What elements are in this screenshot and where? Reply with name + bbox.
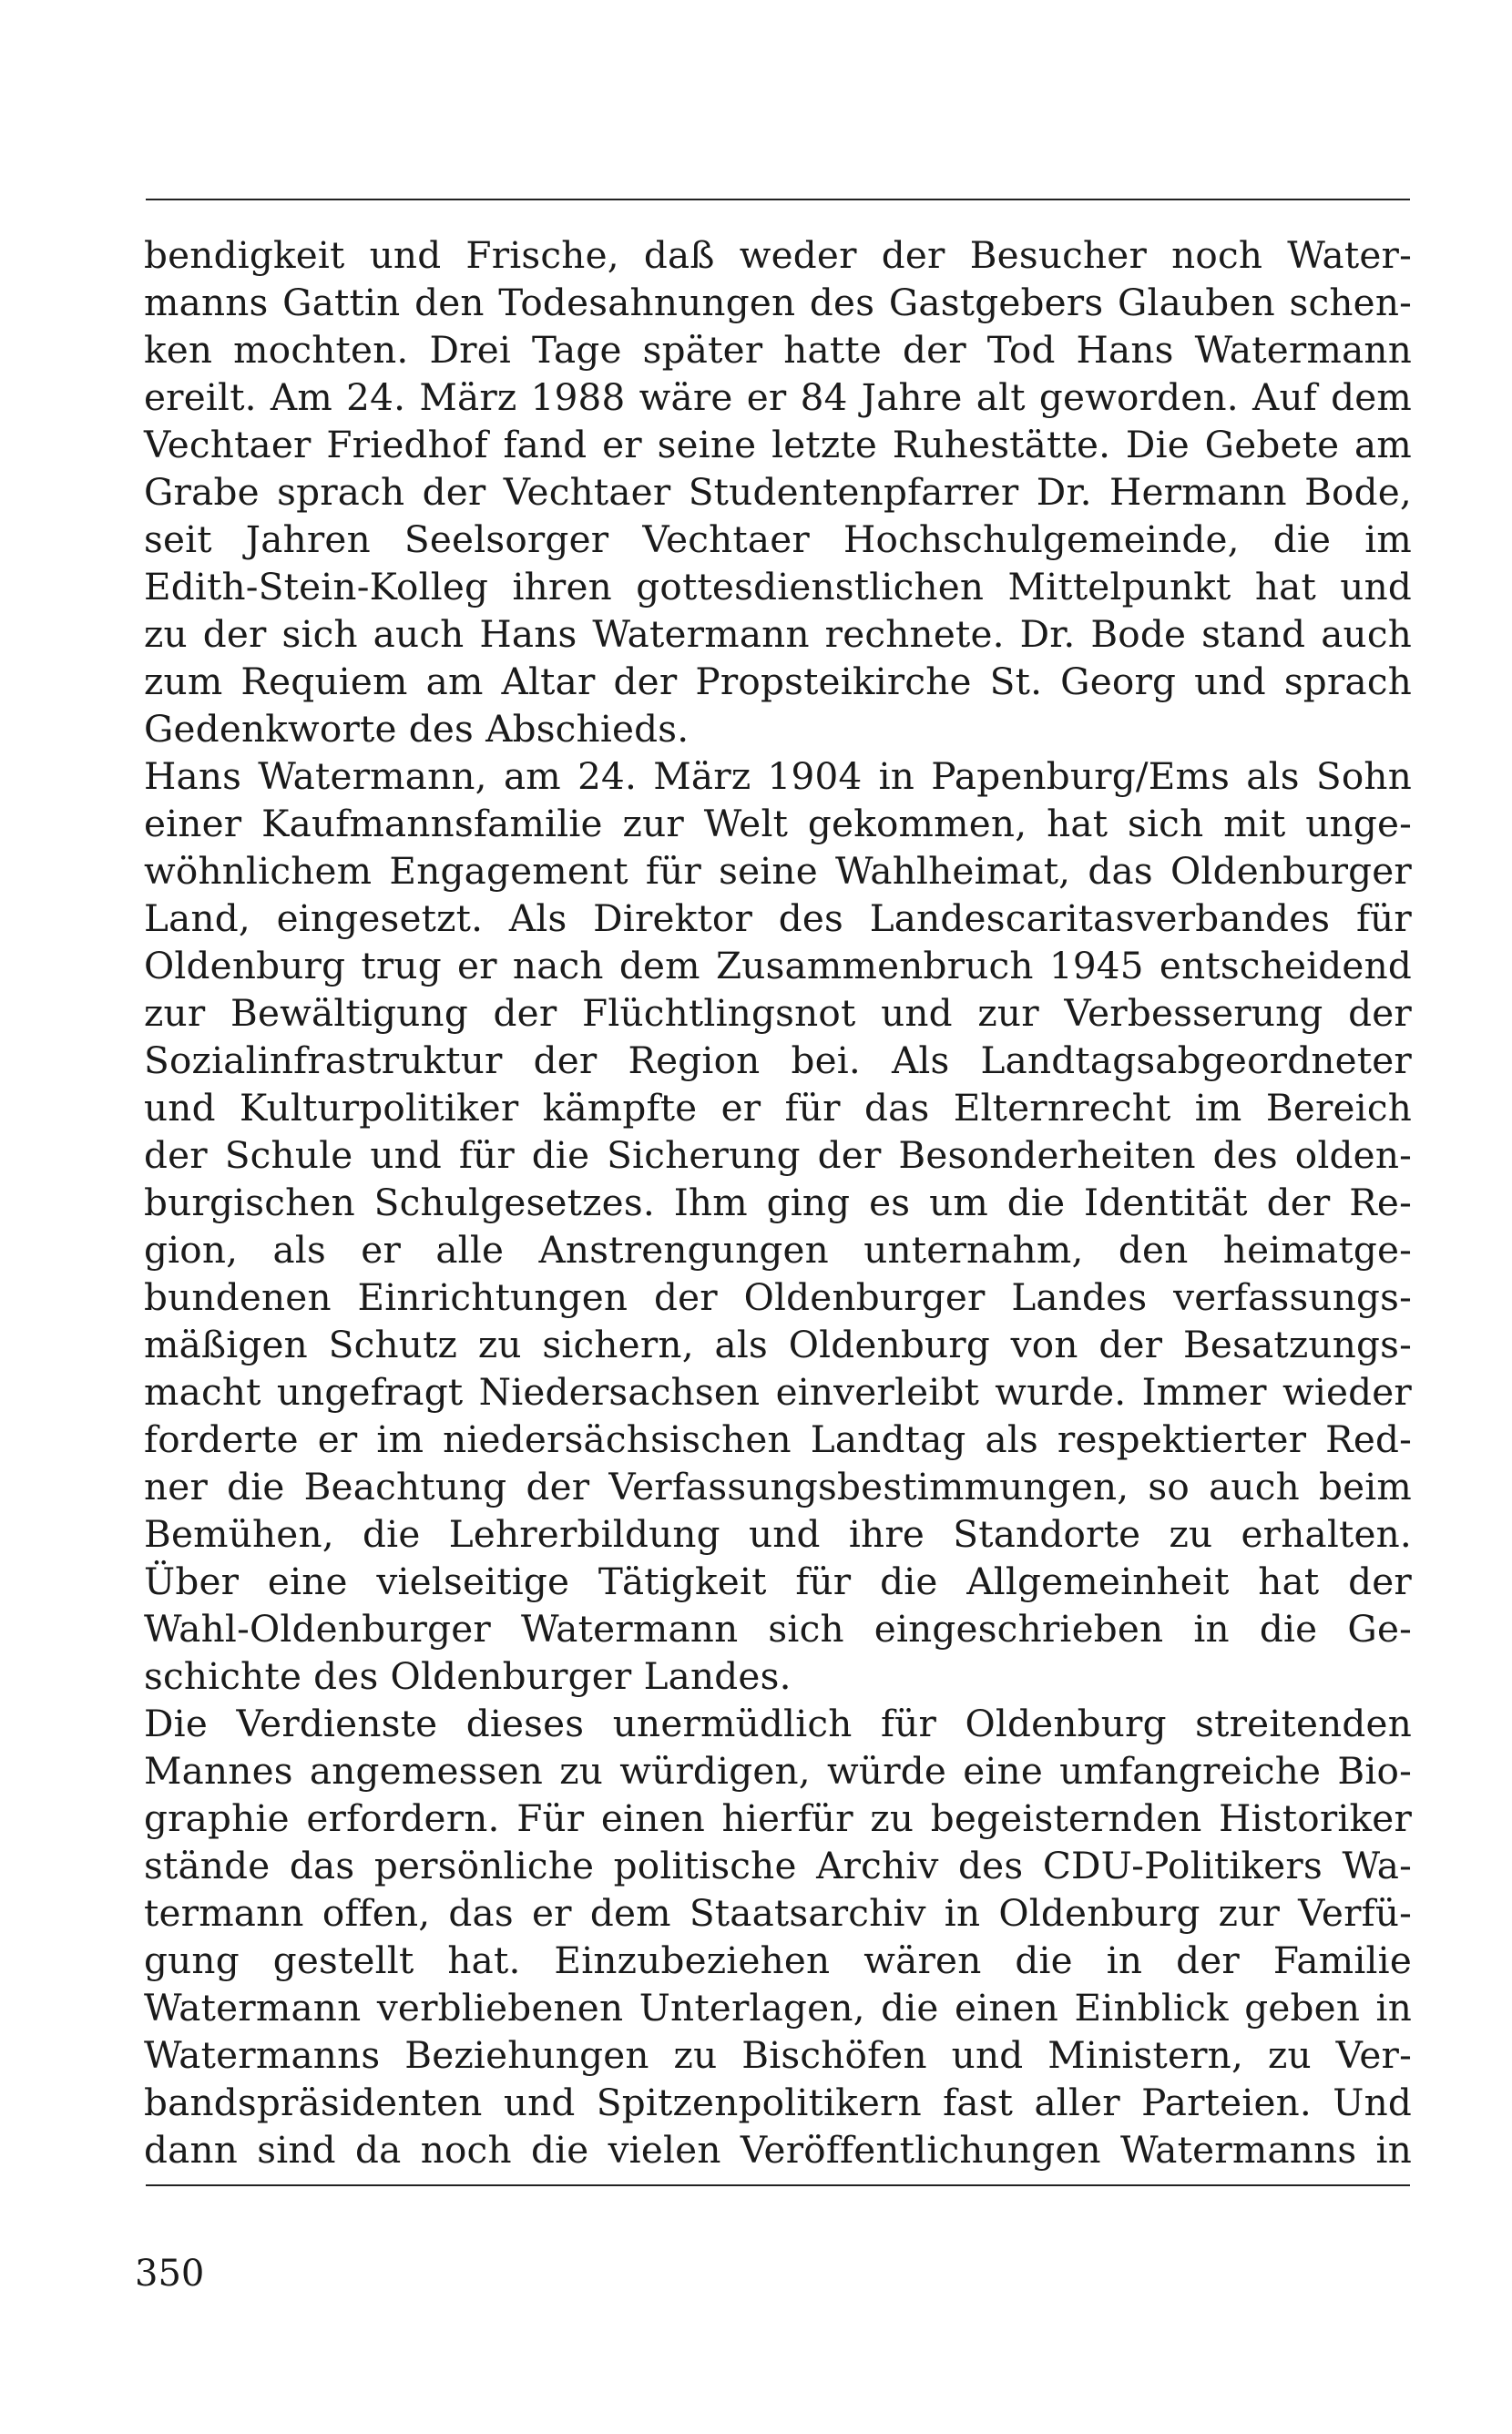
text-line: Hans Watermann, am 24. März 1904 in Papenburg/Ems als Sohn — [144, 754, 1412, 798]
text-line: forderte er im niedersächsischen Landtag als respektierter Red- — [144, 1417, 1412, 1461]
text-line: Die Verdienste dieses unermüdlich für Oldenburg streitenden — [144, 1702, 1412, 1745]
text-line: zum Requiem am Altar der Propsteikirche St. Georg und sprach — [144, 660, 1412, 703]
text-line: graphie erfordern. Für einen hierfür zu begeisternden Historiker — [144, 1796, 1412, 1840]
text-line: Mannes angemessen zu würdigen, würde eine umfangreiche Bio- — [144, 1749, 1412, 1793]
text-line: burgischen Schulgesetzes. Ihm ging es um die Identität der Re- — [144, 1181, 1412, 1224]
text-line: Edith-Stein-Kolleg ihren gottesdienstlichen Mittelpunkt hat und — [144, 565, 1412, 608]
text-line: Land, eingesetzt. Als Direktor des Landescaritasverbandes für — [144, 896, 1412, 940]
text-line: wöhnlichem Engagement für seine Wahlheimat, das Oldenburger — [144, 849, 1412, 893]
text-line: Grabe sprach der Vechtaer Studentenpfarrer Dr. Hermann Bode, — [144, 470, 1412, 514]
text-line: einer Kaufmannsfamilie zur Welt gekommen, hat sich mit unge- — [144, 802, 1412, 845]
text-line: ereilt. Am 24. März 1988 wäre er 84 Jahre alt geworden. Auf dem — [144, 375, 1412, 419]
text-line: seit Jahren Seelsorger Vechtaer Hochschulgemeinde, die im — [144, 517, 1412, 561]
text-line: Über eine vielseitige Tätigkeit für die Allgemeinheit hat der — [144, 1560, 1412, 1603]
footer-rule — [146, 2184, 1410, 2186]
text-line: zur Bewältigung der Flüchtlingsnot und zur Verbesserung der — [144, 991, 1412, 1035]
text-line: termann offen, das er dem Staatsarchiv in Oldenburg zur Verfü- — [144, 1891, 1412, 1935]
text-line: Wahl-Oldenburger Watermann sich eingeschrieben in die Ge- — [144, 1607, 1412, 1651]
text-line: der Schule und für die Sicherung der Besonderheiten des olden- — [144, 1133, 1412, 1177]
text-line: manns Gattin den Todesahnungen des Gastgebers Glauben schen- — [144, 281, 1412, 324]
text-line: mäßigen Schutz zu sichern, als Oldenburg von der Besatzungs- — [144, 1323, 1412, 1366]
text-line: gung gestellt hat. Einzubeziehen wären die in der Familie — [144, 1938, 1412, 1982]
text-line: ner die Beachtung der Verfassungsbestimmungen, so auch beim — [144, 1465, 1412, 1508]
text-line: Vechtaer Friedhof fand er seine letzte Ruhestätte. Die Gebete am — [144, 423, 1412, 466]
text-line: macht ungefragt Niedersachsen einverleibt wurde. Immer wieder — [144, 1370, 1412, 1414]
text-line: stände das persönliche politische Archiv des CDU-Politikers Wa- — [144, 1844, 1412, 1887]
paragraph-2 — [144, 752, 1412, 1700]
text-line: bendigkeit und Frische, daß weder der Besucher noch Water- — [144, 233, 1412, 277]
page-number: 350 — [135, 2253, 205, 2295]
text-line: dann sind da noch die vielen Veröffentlichungen Watermanns in — [144, 2128, 1412, 2172]
text-line: Sozialinfrastruktur der Region bei. Als Landtagsabgeordneter — [144, 1038, 1412, 1082]
text-line: schichte des Oldenburger Landes. — [144, 1654, 792, 1698]
header-rule — [146, 199, 1410, 200]
text-line: gion, als er alle Anstrengungen unternahm, den heimatge- — [144, 1228, 1412, 1272]
text-line: und Kulturpolitiker kämpfte er für das Elternrecht im Bereich — [144, 1086, 1412, 1130]
paragraph-3 — [144, 1700, 1412, 2173]
text-line: bandspräsidenten und Spitzenpolitikern fast aller Parteien. Und — [144, 2081, 1412, 2124]
body-text — [144, 231, 1412, 2173]
text-line: ken mochten. Drei Tage später hatte der Tod Hans Watermann — [144, 328, 1412, 372]
text-line: Watermann verbliebenen Unterlagen, die einen Einblick geben in — [144, 1986, 1412, 2030]
text-line: Gedenkworte des Abschieds. — [144, 707, 690, 751]
text-line: Watermanns Beziehungen zu Bischöfen und Ministern, zu Ver- — [144, 2033, 1412, 2077]
text-line: Bemühen, die Lehrerbildung und ihre Standorte zu erhalten. — [144, 1512, 1412, 1556]
text-line: zu der sich auch Hans Watermann rechnete. Dr. Bode stand auch — [144, 612, 1412, 656]
text-line: Oldenburg trug er nach dem Zusammenbruch 1945 entscheidend — [144, 944, 1412, 987]
text-line: bundenen Einrichtungen der Oldenburger Landes verfassungs- — [144, 1275, 1412, 1319]
paragraph-1 — [144, 231, 1412, 752]
